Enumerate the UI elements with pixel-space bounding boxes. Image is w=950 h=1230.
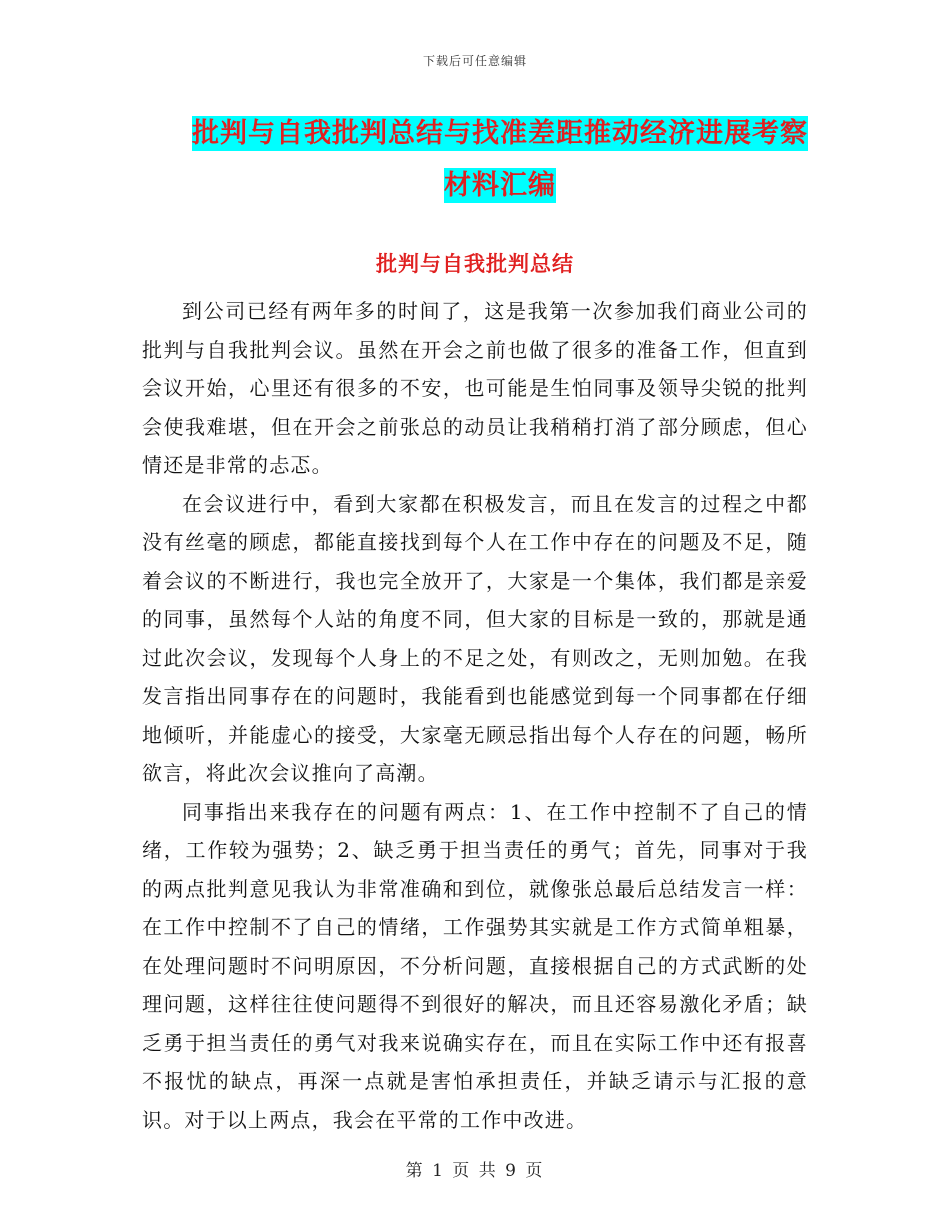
header-note: 下载后可任意编辑 [422, 54, 527, 68]
document-title [190, 108, 810, 212]
body-paragraph: 到公司已经有两年多的时间了，这是我第一次参加我们商业公司的批判与自我批判会议。虽然在开会之前也做了很多的准备工作，但直到会议开始，心里还有很多的不安，也可能是生怕同事及领导尖锐的批判会使我难堪，但在开会之前张总的动员让我稍稍打消了部分顾虑，但心情还是非常的忐忑。 [142, 299, 808, 477]
body-paragraph: 同事指出来我存在的问题有两点：1、在工作中控制不了自己的情绪，工作较为强势；2、缺乏勇于担当责任的勇气；首先，同事对于我的两点批判意见我认为非常准确和到位，就像张总最后总结发言一样：在工作中控制不了自己的情绪，工作强势其实就是工作方式简单粗暴，在处理问题时不问明原因，不分析问题，直接根据自己的方式武断的处理问题，这样往往使问题得不到很好的解决，而且还容易激化矛盾；缺乏勇于担当责任的勇气对我来说确实存在，而且在实际工作中还有报喜不报忧的缺点，再深一点就是害怕承担责任，并缺乏请示与汇报的意识。对于以上两点，我会在平常的工作中改进。 [142, 799, 808, 1132]
document-title-text: 批判与自我批判总结与找准差距推动经济进展考察材料汇编 [192, 118, 808, 201]
body-paragraph: 在会议进行中，看到大家都在积极发言，而且在发言的过程之中都没有丝毫的顾虑，都能直接找到每个人在工作中存在的问题及不足，随着会议的不断进行，我也完全放开了，大家是一个集体，我们都是亲爱的同事，虽然每个人站的角度不同，但大家的目标是一致的，那就是通过此次会议，发现每个人身上的不足之处，有则改之，无则加勉。在我发言指出同事存在的问题时，我能看到也能感觉到每一个同事都在仔细地倾听，并能虚心的接受，大家毫无顾忌指出每个人存在的问题，畅所欲言，将此次会议推向了高潮。 [142, 491, 808, 785]
page-number-footer: 第 1 页 共 9 页 [405, 1161, 545, 1181]
document-body [142, 292, 808, 1139]
section-title: 批判与自我批判总结 [376, 251, 574, 276]
